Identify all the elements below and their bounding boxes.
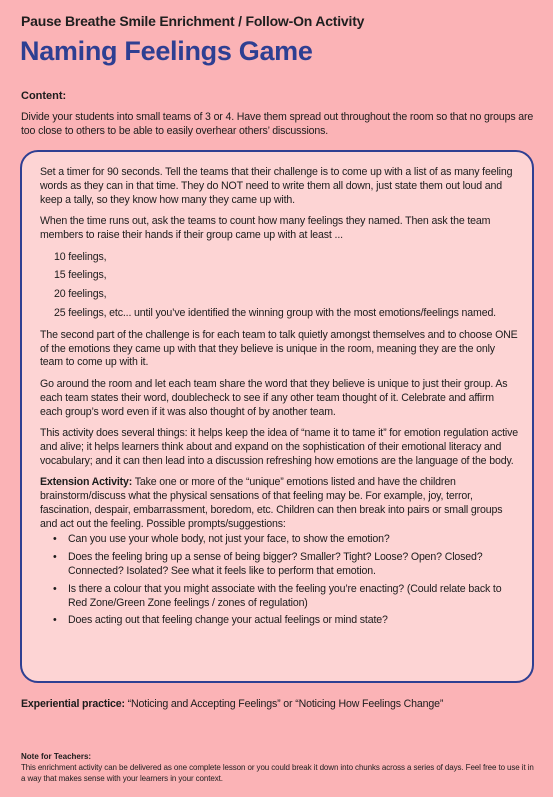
extension-paragraph: [40, 476, 518, 532]
count-item: 25 feelings, etc... until you’ve identified the winning group with the most emotions/feelings named.: [54, 307, 496, 320]
page-title: Naming Feelings Game: [20, 36, 313, 66]
feelings-count-list: [40, 251, 518, 322]
kicker-heading: Pause Breathe Smile Enrichment / Follow-On Activity: [21, 13, 365, 29]
experiential-text: “Noticing and Accepting Feelings” or “Noticing How Feelings Change”: [124, 698, 444, 710]
experiential-practice: [21, 698, 536, 710]
prompt-item: • Is there a colour that you might associate with the feeling you’re enacting? (Could relate back to Red Zone/Green Zone feelings / zones of regulation): [68, 583, 518, 611]
count-item: 15 feelings,: [54, 269, 107, 282]
instruction-paragraph-purpose: This activity does several things: it helps keep the idea of “name it to tame it” for emotion regulation active and alive; it helps learners think about and expand on the sophistication of their emotional literacy and vocabulary; and it can then lead into a discussion refreshing how emotions are the language of the body.: [40, 427, 518, 467]
prompt-item: • Does the feeling bring up a sense of being bigger? Smaller? Tight? Loose? Open? Closed? Connected? Isolated? See what it feels like to perform that emotion.: [68, 551, 518, 579]
intro-paragraph: Divide your students into small teams of 3 or 4. Have them spread out throughout the room so that no groups are too close to others to be able to easily overhear others’ discussions.: [21, 111, 534, 137]
instruction-paragraph-count: When the time runs out, ask the teams to count how many feelings they named. Then ask the team members to raise their hands if their group came up with at least ...: [40, 215, 491, 242]
prompt-item: • Can you use your whole body, not just your face, to show the emotion?: [68, 533, 518, 547]
content-label: Content:: [21, 90, 67, 102]
instruction-paragraph-timer: Set a timer for 90 seconds. Tell the teams that their challenge is to come up with a list of as many feeling words as they can in that time. They do NOT need to write them all down, just state them out loud and keep a tally, so they know how many they came up with.: [40, 166, 513, 206]
count-item: 20 feelings,: [54, 288, 107, 301]
instruction-paragraph-share: Go around the room and let each team share the word that they believe is unique to just their group. As each team states their word, doublecheck to see if any other team thought of it. Celebrate and affirm each group’s word even if it was also thought of by another team.: [40, 377, 508, 418]
experiential-label: Experiential practice:: [21, 698, 125, 710]
instruction-paragraph-unique: The second part of the challenge is for each team to talk quietly amongst themselves and to choose ONE of the emotions they came up with that they believe is unique in the room, meaning they are the only team to come up with it.: [40, 328, 518, 369]
teacher-note-title: Note for Teachers:: [21, 752, 92, 761]
count-item: 10 feelings,: [54, 250, 107, 263]
teacher-note-text: This enrichment activity can be delivered as one complete lesson or you could break it down into chunks across a series of days. Feel free to use it in a way that makes sense with your learners in your context.: [21, 763, 534, 783]
extension-label: Extension Activity:: [40, 476, 133, 489]
prompt-list: [40, 533, 518, 628]
extension-text: Take one or more of the “unique” emotions listed and have the children brainstorm/discuss what the physical sensations of that feeling may be. For example, joy, terror, fascination, despair, embarrassment, boredom, etc. Children can then break into pairs or small groups and act out the feeling. Possible prompts/suggestions:: [40, 476, 503, 531]
prompt-item: • Does acting out that feeling change your actual feelings or mind state?: [68, 614, 518, 628]
instructions-box: [20, 150, 534, 683]
